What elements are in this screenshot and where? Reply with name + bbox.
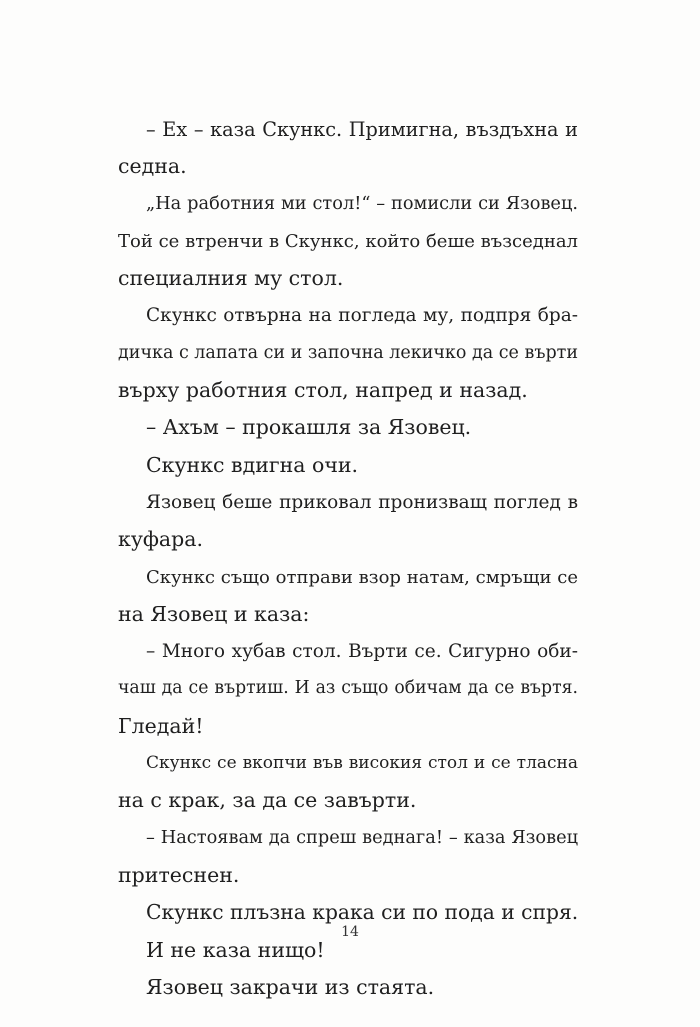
text-line: Скункс се вкопчи във високия стол и се тласна [146, 753, 578, 774]
text-line: специалния му стол. [118, 266, 344, 291]
text-line: – Настоявам да спреш веднага! – каза Язовец [146, 827, 578, 848]
text-line: Гледай! [118, 713, 204, 738]
text-line: чаш да се въртиш. И аз също обичам да се въртя. [118, 678, 578, 699]
text-line: – Ех – каза Скункс. Примигна, въздъхна и [146, 118, 578, 141]
text-line: И не каза нищо! [146, 937, 325, 962]
text-line: Скункс вдигна очи. [146, 452, 359, 477]
text-line: Язовец беше приковал пронизващ поглед в [146, 491, 578, 513]
text-line: – Ахъм – прокашля за Язовец. [146, 415, 472, 440]
text-line: върху работния стол, напред и назад. [118, 378, 528, 403]
text-line: куфара. [118, 527, 204, 552]
text-line: Язовец закрачи из стаята. [146, 974, 435, 999]
text-line: Скункс плъзна крака си по пода и спря. [146, 900, 579, 925]
text-line: дичка с лапата си и започна лекичко да се върти [118, 342, 578, 363]
text-line: „На работния ми стол!“ – помисли си Язовец. [146, 193, 578, 214]
text-line: Той се втренчи в Скункс, който беше възседнал [118, 230, 578, 252]
page-number: 14 [341, 924, 359, 940]
text-line: седна. [118, 154, 187, 179]
text-line: – Много хубав стол. Върти се. Сигурно оби- [146, 641, 578, 663]
text-line: Скункс отвърна на погледа му, подпря бра- [146, 305, 578, 327]
text-line: притеснен. [118, 862, 240, 887]
text-line: Скункс също отправи взор натам, смръщи се [146, 566, 578, 588]
text-line: на Язовец и каза: [118, 601, 310, 626]
text-line: на с крак, за да се завърти. [118, 788, 417, 813]
body-text [118, 111, 578, 1006]
